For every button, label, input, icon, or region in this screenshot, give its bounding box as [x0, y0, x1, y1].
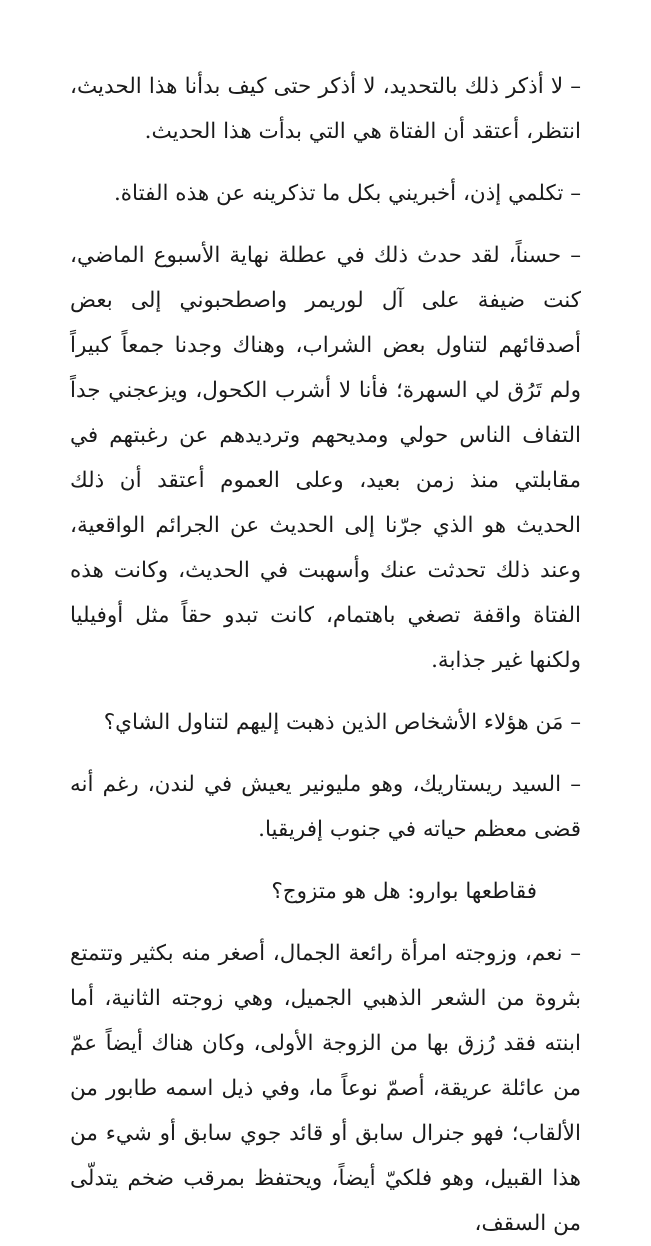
dialogue-paragraph-5: – السيد ريستاريك، وهو مليونير يعيش في لندن، رغم أنه قضى معظم حياته في جنوب إفريقيا.: [70, 772, 581, 842]
dialogue-paragraph-2: – تكلمي إذن، أخبريني بكل ما تذكرينه عن هذه الفتاة.: [113, 181, 581, 206]
dialogue-paragraph-3: – حسناً، لقد حدث ذلك في عطلة نهاية الأسبوع الماضي، كنت ضيفة على آل لوريمر واصطحبوني إلى بعض أصدقائهم لتناول بعض الشراب، وهناك وجدنا جمعاً كبيراً ولم تَرُق لي السهرة؛ فأنا لا أشرب الكحول، ويزعجني جداً التفاف الناس حولي ومديحهم وترديدهم عن رغبتهم في مقابلتي منذ زمن بعيد، وعلى العموم أعتقد أن ذلك الحديث هو الذي جرّنا إلى الحديث عن الجرائم الواقعية، وعند ذلك تحدثت عنك وأسهبت في الحديث، وكانت هذه الفتاة واقفة تصغي باهتمام، كانت تبدو حقاً مثل أوفيليا ولكنها غير جذابة.: [70, 243, 581, 673]
dialogue-paragraph-4: – مَن هؤلاء الأشخاص الذين ذهبت إليهم لتناول الشاي؟: [103, 710, 581, 735]
dialogue-paragraph-6: – نعم، وزوجته امرأة رائعة الجمال، أصغر منه بكثير وتتمتع بثروة من الشعر الذهبي الجميل، وهي زوجته الثانية، أما ابنته فقد رُزق بها من الزوجة الأولى، وكان هناك أيضاً عمّ من عائلة عريقة، أصمّ نوعاً ما، وفي ذيل اسمه طابور من الألقاب؛ فهو جنرال سابق أو قائد جوي سابق أو شيء من هذا القبيل، وهو فلكيّ أيضاً، ويحتفظ بمرقب ضخم يتدلّى من السقف،: [70, 941, 581, 1236]
narration-paragraph: فقاطعها بوارو: هل هو متزوج؟: [271, 879, 537, 904]
dialogue-paragraph-1: – لا أذكر ذلك بالتحديد، لا أذكر حتى كيف بدأنا هذا الحديث، انتظر، أعتقد أن الفتاة هي التي بدأت هذا الحديث.: [70, 74, 581, 144]
